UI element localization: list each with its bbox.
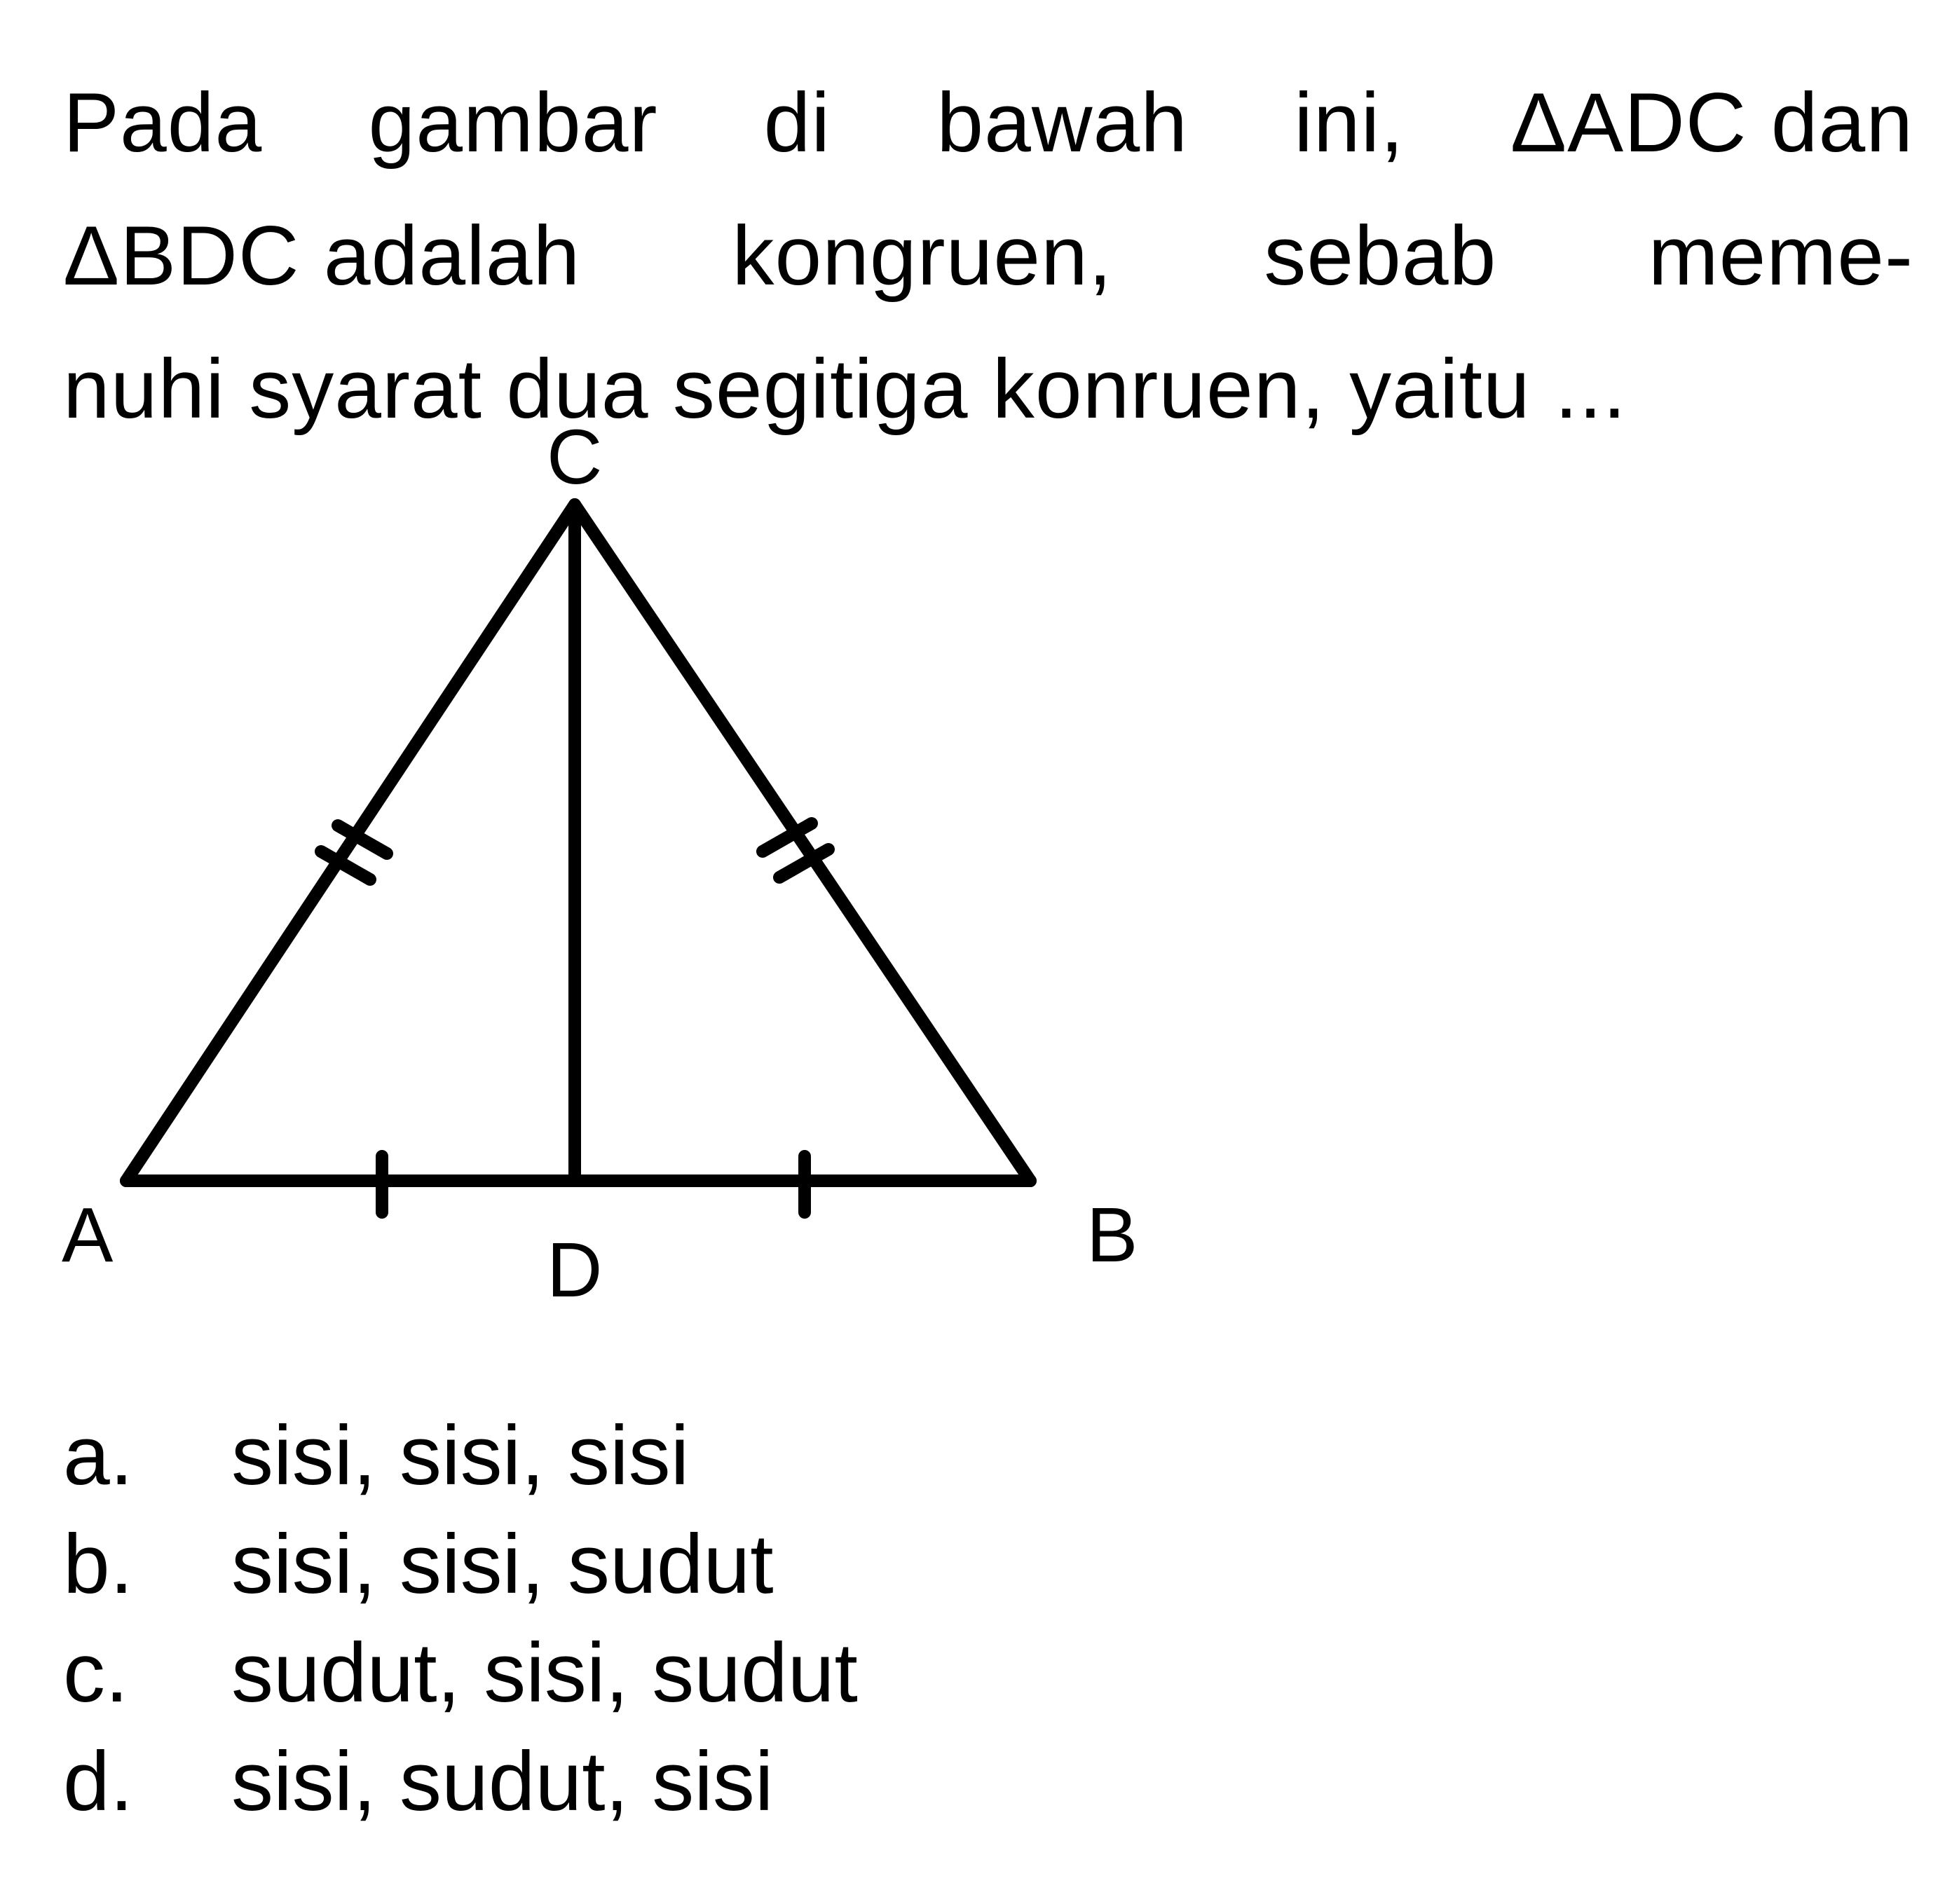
question-word: ΔBDC adalah [63, 209, 581, 303]
question-word: bawah [936, 76, 1188, 170]
option-text: sisi, sudut, sisi [231, 1734, 774, 1828]
option-text: sisi, sisi, sisi [231, 1409, 690, 1502]
point-label-C: C [547, 414, 603, 500]
option-text: sisi, sisi, sudut [231, 1517, 774, 1611]
point-label-B: B [1086, 1192, 1138, 1278]
option-letter: a. [63, 1409, 134, 1502]
question-word: meme- [1648, 209, 1913, 303]
question-line-3: nuhi syarat dua segitiga konruen, yaitu ... [63, 342, 1627, 436]
point-label-A: A [62, 1192, 114, 1278]
question-word: kongruen, [732, 209, 1113, 303]
side-AC [126, 505, 575, 1181]
question-word: gambar [368, 76, 658, 170]
option-a[interactable] [63, 1402, 858, 1510]
answer-options [63, 1402, 858, 1836]
question-word: sebab [1264, 209, 1497, 303]
question-word: ΔADC dan [1510, 76, 1913, 170]
option-text: sudut, sisi, sudut [231, 1626, 858, 1720]
option-letter: b. [63, 1517, 134, 1611]
option-d[interactable] [63, 1727, 858, 1836]
question-word: ini, [1294, 76, 1405, 170]
option-c[interactable] [63, 1619, 858, 1727]
side-CB [575, 505, 1030, 1181]
option-b[interactable] [63, 1510, 858, 1619]
point-label-D: D [547, 1227, 603, 1313]
option-letter: d. [63, 1734, 134, 1828]
option-letter: c. [63, 1626, 129, 1720]
question-word: Pada [63, 76, 263, 170]
question-word: di [763, 76, 831, 170]
